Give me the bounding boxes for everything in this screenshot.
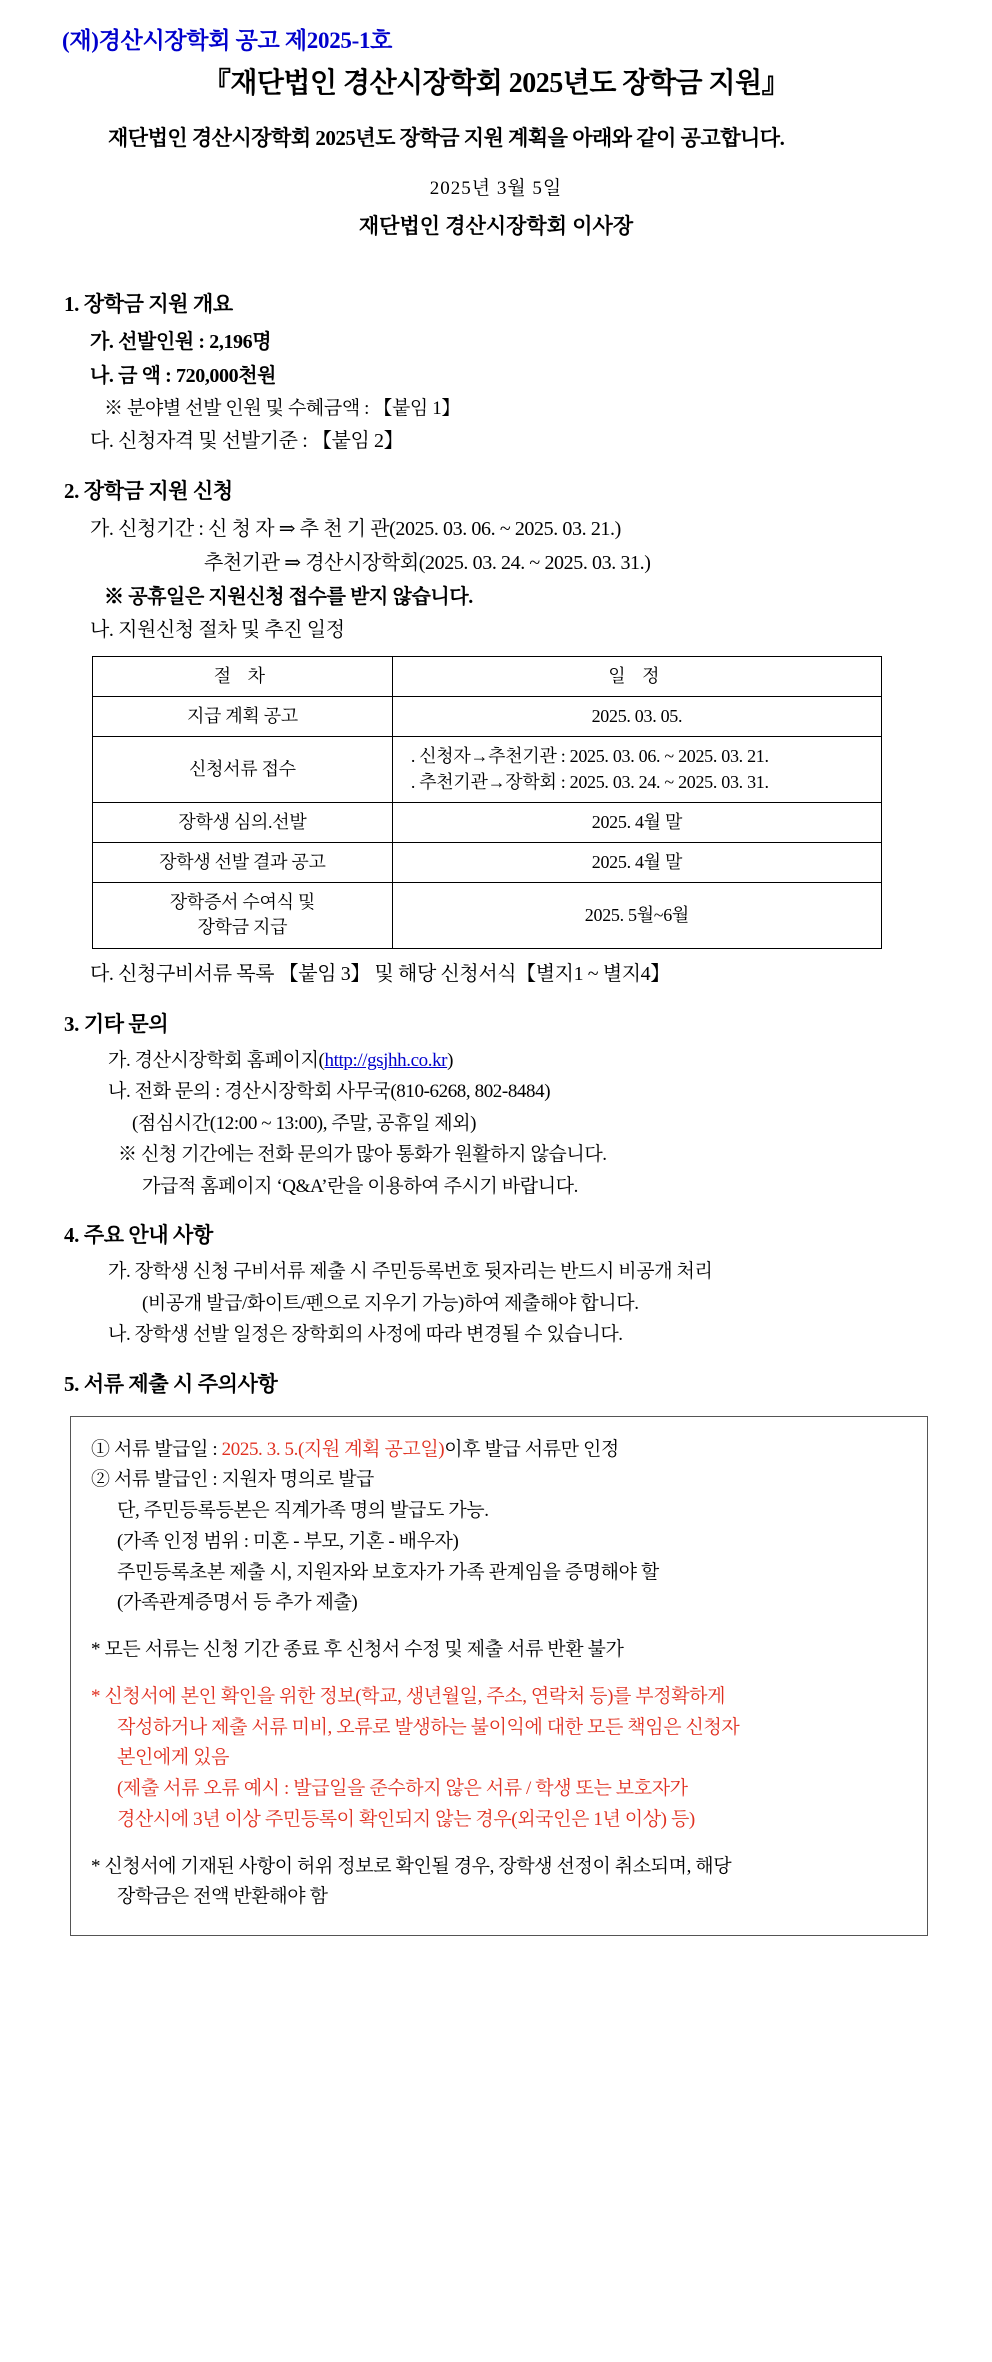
procedure-label: 나. 지원신청 절차 및 추진 일정 (90, 619, 345, 641)
section-inquiry (56, 1008, 936, 1202)
section-main-guide-title (64, 1219, 936, 1249)
required-documents-line: 다. 신청구비서류 목록 【붙임 3】 및 해당 신청서식【별지1 ~ 별지4】 (90, 962, 670, 985)
table-row (93, 737, 882, 802)
section-submission-number: 5. (64, 1371, 79, 1396)
overview-note-attachment1: ※ 분야별 선발 인원 및 수혜금액 : 【붙임 1】 (104, 397, 460, 419)
holiday-notice: ※ 공휴일은 지원신청 접수를 받지 않습니다. (104, 586, 473, 608)
phone-inquiry-line: 나. 전화 문의 : 경산시장학회 사무국(810-6268, 802-8484) (108, 1081, 551, 1102)
notice-star-2 (91, 1682, 907, 1836)
notice-item-1-prefix: ① 서류 발급일 : (91, 1438, 222, 1460)
homepage-link[interactable]: http://gsjhh.co.kr (324, 1049, 448, 1071)
schedule-sub-line: . 추천기관→장학회 : 2025. 03. 24. ~ 2025. 03. 31. (410, 771, 769, 792)
notice-star-2-line-3: 본인에게 있음 (117, 1747, 230, 1769)
table-row (93, 842, 882, 882)
notice-star-2-line-2: 작성하거나 제출 서류 미비, 오류로 발생하는 불이익에 대한 모든 책임은 신청자 (117, 1716, 740, 1738)
inquiry-note-1: ※ 신청 기간에는 전화 문의가 많아 통화가 원활하지 않습니다. (118, 1144, 607, 1165)
application-period-line2: 추천기관 ⇒ 경산시장학회(2025. 03. 24. ~ 2025. 03. 31.) (204, 552, 651, 574)
table-cell-schedule: 2025. 5월~6월 (392, 883, 881, 948)
table-cell-step: 장학생 심의.선발 (93, 802, 393, 842)
announcement-date: 2025년 3월 5일 (429, 177, 563, 199)
section-overview (56, 288, 936, 458)
section-overview-number: 1. (64, 291, 79, 316)
section-application-heading: 장학금 지원 신청 (83, 479, 233, 503)
table-header-row (93, 657, 882, 697)
notice-box (70, 1416, 928, 1937)
notice-spacer (91, 1666, 907, 1682)
section-main-guide-number: 4. (64, 1223, 79, 1247)
notice-item-2-sub-4: (가족관계증명서 등 추가 제출) (117, 1592, 358, 1614)
step-sub-line: 장학금 지급 (197, 917, 288, 938)
table-header-schedule: 일 정 (392, 657, 881, 697)
document-number: (재)경산시장학회 공고 제2025-1호 (62, 28, 393, 53)
application-period-line1: 가. 신청기간 : 신 청 자 ⇒ 추 천 기 관(2025. 03. 06. ~ 2025. 03. 21.) (90, 518, 621, 540)
section-application-number: 2. (64, 479, 79, 503)
notice-spacer (91, 1836, 907, 1852)
lunch-hours-line: (점심시간(12:00 ~ 13:00), 주말, 공휴일 제외) (132, 1112, 477, 1134)
notice-star-3-line-2: 장학금은 전액 반환해야 함 (117, 1886, 328, 1908)
table-cell-schedule: 2025. 03. 05. (392, 697, 881, 737)
section-inquiry-heading: 기타 문의 (83, 1011, 169, 1036)
notice-item-2-sub-3: 주민등록초본 제출 시, 지원자와 보호자가 가족 관계임을 증명해야 할 (117, 1561, 659, 1583)
notice-star-2-line-4: (제출 서류 오류 예시 : 발급일을 준수하지 않은 서류 / 학생 또는 보호자가 (117, 1778, 688, 1800)
inquiry-note-2: 가급적 홈페이지 ‘Q&A’란을 이용하여 주시기 바랍니다. (142, 1175, 578, 1197)
section-application-title (64, 475, 936, 505)
guide-item-1: 가. 장학생 신청 구비서류 제출 시 주민등록번호 뒷자리는 반드시 비공개 처리 (108, 1261, 713, 1282)
table-cell-step (93, 883, 393, 948)
table-row (93, 883, 882, 948)
section-overview-heading: 장학금 지원 개요 (83, 291, 233, 316)
notice-item-2-sub-1: 단, 주민등록등본은 직계가족 명의 발급도 가능. (117, 1500, 489, 1522)
section-submission-cautions (56, 1368, 936, 1937)
table-cell-step: 신청서류 접수 (93, 737, 393, 802)
notice-item-2-sub-2: (가족 인정 범위 : 미혼 - 부모, 기혼 - 배우자) (117, 1530, 459, 1552)
section-main-guide-heading: 주요 안내 사항 (83, 1223, 213, 1247)
table-row (93, 697, 882, 737)
schedule-sub-line: . 신청자→추천기관 : 2025. 03. 06. ~ 2025. 03. 21. (410, 746, 769, 767)
intro-text: 재단법인 경산시장학회 2025년도 장학금 지원 계획을 아래와 같이 공고합니다. (108, 126, 785, 150)
table-cell-step: 장학생 선발 결과 공고 (93, 842, 393, 882)
section-inquiry-number: 3. (64, 1011, 79, 1036)
section-main-guide (56, 1219, 936, 1350)
homepage-line (108, 1047, 936, 1076)
notice-item-1-highlight: 2025. 3. 5.(지원 계획 공고일) (221, 1438, 445, 1460)
section-overview-title (64, 288, 936, 318)
guide-item-1-cont: (비공개 발급/화이트/펜으로 지우기 가능)하여 제출해야 합니다. (142, 1292, 639, 1314)
overview-item-eligibility: 다. 신청자격 및 선발기준 : 【붙임 2】 (90, 430, 404, 452)
step-sub-line: 장학증서 수여식 및 (169, 892, 315, 913)
table-cell-step: 지급 계획 공고 (93, 697, 393, 737)
notice-star-2-line-1: * 신청서에 본인 확인을 위한 정보(학교, 생년월일, 주소, 연락처 등)를 부정확하게 (91, 1685, 726, 1707)
notice-spacer (91, 1619, 907, 1635)
overview-item-amount: 나. 금 액 : 720,000천원 (90, 364, 277, 387)
homepage-prefix: 가. 경산시장학회 홈페이지( (108, 1049, 325, 1071)
notice-star-3-line-1: * 신청서에 기재된 사항이 허위 정보로 확인될 경우, 장학생 선정이 취소되며, 해당 (91, 1855, 732, 1877)
guide-item-2: 나. 장학생 선발 일정은 장학회의 사정에 따라 변경될 수 있습니다. (108, 1324, 623, 1345)
table-cell-schedule: 2025. 4월 말 (392, 842, 881, 882)
schedule-table (92, 656, 882, 949)
table-cell-schedule (392, 737, 881, 802)
section-inquiry-title (64, 1008, 936, 1038)
document-title: 『재단법인 경산시장학회 2025년도 장학금 지원』 (202, 68, 790, 99)
notice-item-1-suffix: 이후 발급 서류만 인정 (444, 1438, 619, 1460)
section-submission-heading: 서류 제출 시 주의사항 (83, 1371, 278, 1396)
homepage-suffix: ) (447, 1049, 454, 1071)
section-submission-cautions-title (64, 1368, 936, 1398)
issuing-organization: 재단법인 경산시장학회 이사장 (358, 213, 634, 238)
table-header-step: 절 차 (93, 657, 393, 697)
notice-item-2: ② 서류 발급인 : 지원자 명의로 발급 (91, 1469, 374, 1491)
intro-paragraph (56, 123, 936, 155)
section-application (56, 475, 936, 990)
overview-item-selection-count: 가. 선발인원 : 2,196명 (90, 330, 272, 353)
notice-star-1: * 모든 서류는 신청 기간 종료 후 신청서 수정 및 제출 서류 반환 불가 (91, 1639, 624, 1661)
notice-star-2-line-5: 경산시에 3년 이상 주민등록이 확인되지 않는 경우(외국인은 1년 이상) 등) (117, 1808, 695, 1830)
table-cell-schedule: 2025. 4월 말 (392, 802, 881, 842)
notice-item-1 (91, 1435, 907, 1466)
table-row (93, 802, 882, 842)
